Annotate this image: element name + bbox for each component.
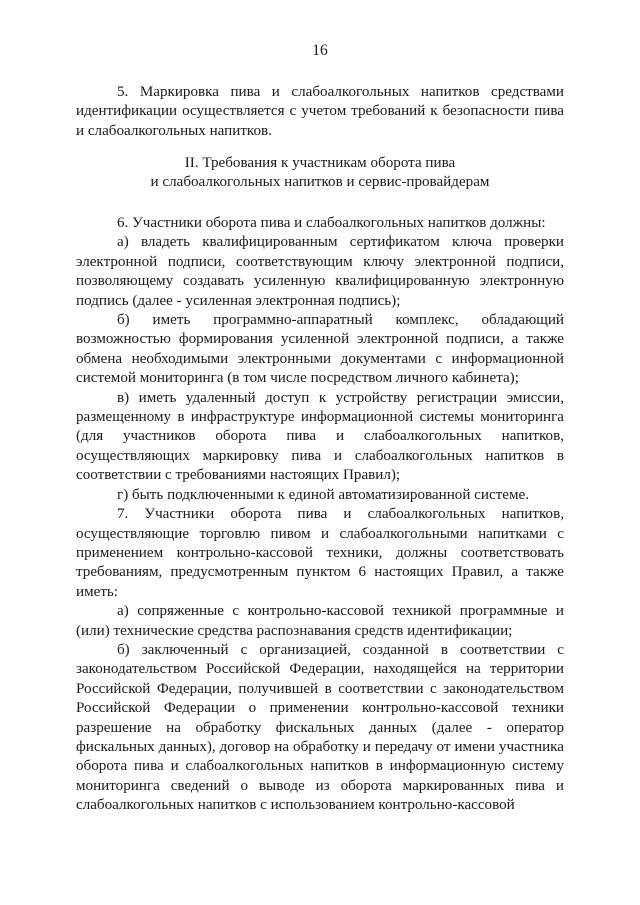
paragraph-6-v: в) иметь удаленный доступ к устройству регистрации эмиссии, размещенному в инфраструктуре информационной системы мониторинга (для участников оборота пива и слабоалкогольных напитков, осуществляющих маркировку пива и слабоалкогольных напитков в соответствии с требованиями настоящих Правил); bbox=[76, 389, 564, 484]
paragraph-5: 5. Маркировка пива и слабоалкогольных напитков средствами идентификации осуществляется с учетом требований к безопасности пива и слабоалкогольных напитков. bbox=[76, 84, 564, 139]
paragraph-7-a: а) сопряженные с контрольно-кассовой техникой программные и (или) технические средства распознавания средств идентификации; bbox=[76, 603, 564, 639]
body-text-top bbox=[76, 83, 564, 141]
page-number: 16 bbox=[312, 42, 328, 59]
paragraph-6-g: г) быть подключенными к единой автоматизированной системе. bbox=[117, 486, 529, 503]
paragraph-6-a: а) владеть квалифицированным сертификатом ключа проверки электронной подписи, соответствующим ключу электронной подписи, позволяющему создавать усиленную квалифицированную электронную подпись (далее - усиленная электронная подпись); bbox=[76, 234, 564, 309]
paragraph-7: 7. Участники оборота пива и слабоалкогольных напитков, осуществляющие торговлю пивом и слабоалкогольными напитками с применением контрольно-кассовой техники, должны соответствовать требованиям, предусмотренным пунктом 6 настоящих Правил, а также иметь: bbox=[76, 506, 564, 600]
section-heading bbox=[76, 154, 564, 193]
body-text-main bbox=[76, 214, 564, 816]
paragraph-6: 6. Участники оборота пива и слабоалкогольных напитков должны: bbox=[117, 215, 546, 231]
section-heading-line-1: II. Требования к участникам оборота пива bbox=[184, 155, 456, 171]
section-heading-line-2: и слабоалкогольных напитков и сервис-провайдерам bbox=[150, 174, 490, 191]
paragraph-6-b: б) иметь программно-аппаратный комплекс, обладающий возможностью формирования усиленной электронной подписи, а также обмена необходимыми электронными документами с информационной системой мониторинга (в том числе посредством личного кабинета); bbox=[76, 312, 564, 387]
paragraph-7-b: б) заключенный с организацией, созданной в соответствии с законодательством Российской Федерации, находящейся на территории Российской Федерации, получившей в соответствии с законодательством Российской Федерации о применении контрольно-кассовой техники разрешение на обработку фискальных данных (далее - оператор фискальных данных), договор на обработку и передачу от имени участника оборота пива и слабоалкогольных напитков в информационную систему мониторинга сведений о выводе из оборота маркированных пива и слабоалкогольных напитков с использованием контрольно-кассовой bbox=[76, 641, 564, 814]
